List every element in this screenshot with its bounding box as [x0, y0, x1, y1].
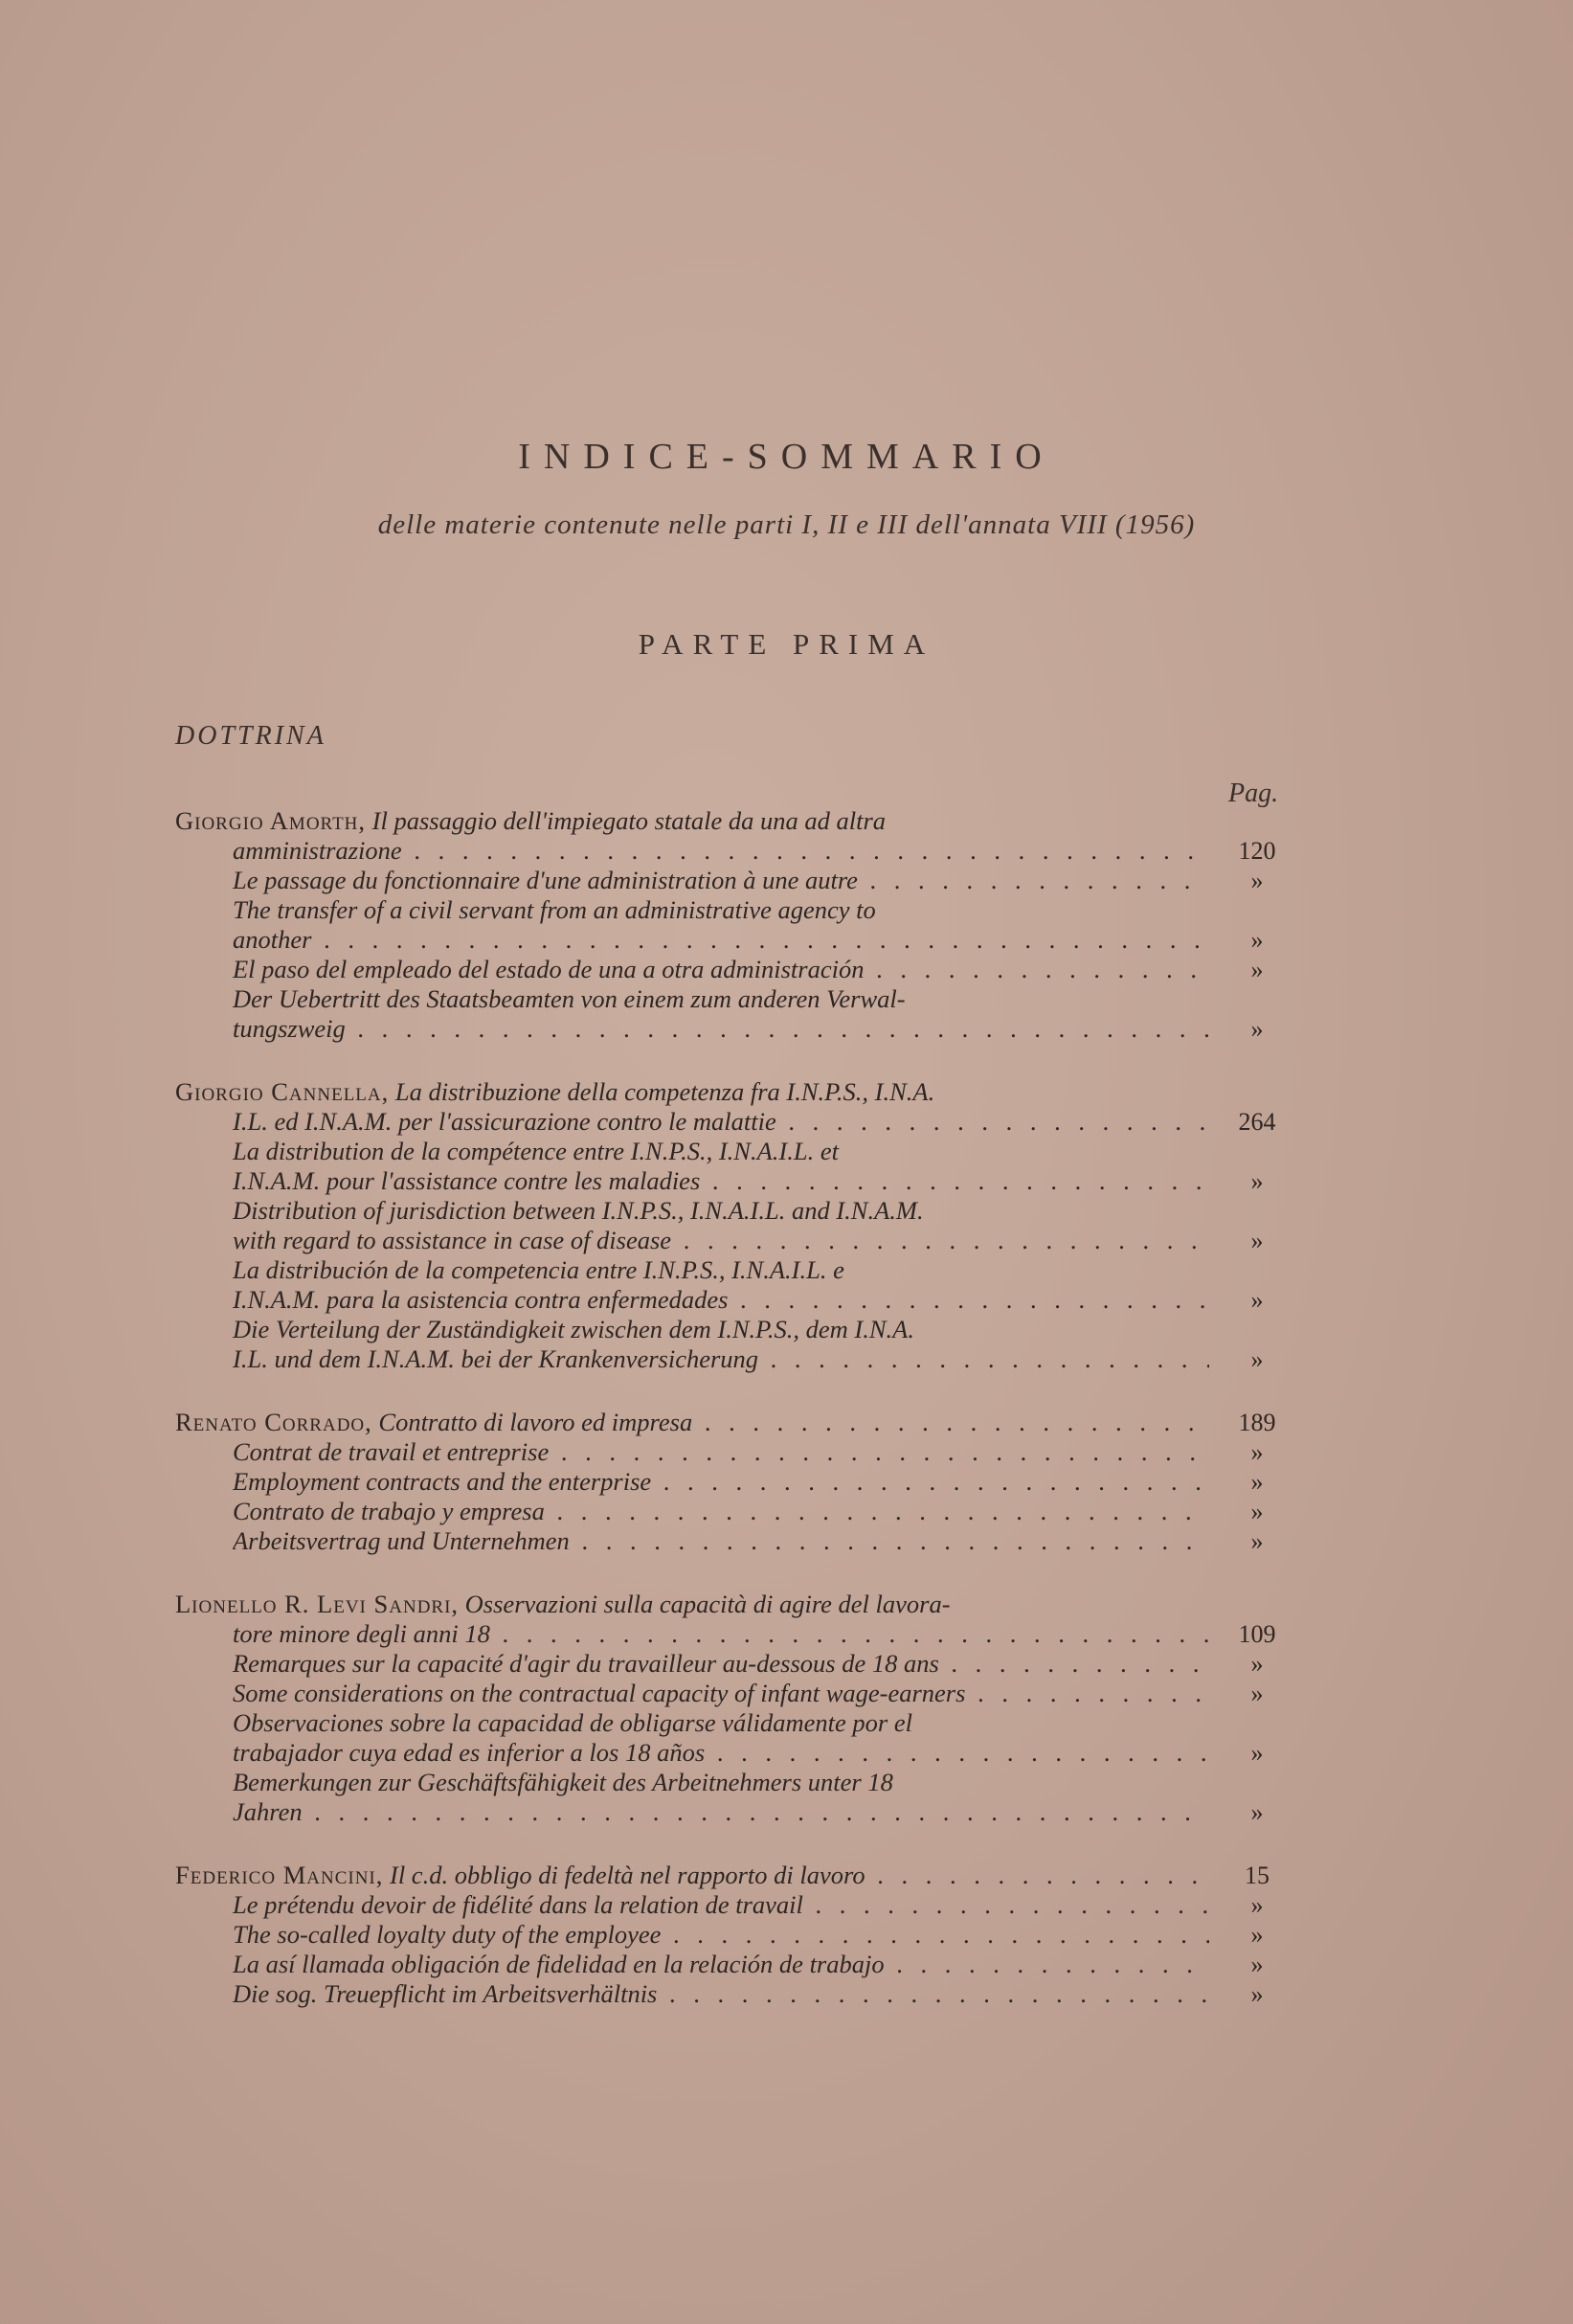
- toc-line: [0, 1255, 1573, 1285]
- title-text: another . . .: [233, 925, 1209, 955]
- author-name: Giorgio Cannella,: [175, 1077, 390, 1106]
- page-number: »: [1250, 1227, 1264, 1254]
- title-text: I.N.A.M. pour l'assistance contre les maladies . . .: [233, 1166, 1209, 1196]
- toc-line: [0, 1196, 1573, 1226]
- page-number: »: [1250, 1527, 1264, 1555]
- toc-line-text: [233, 1255, 1209, 1285]
- toc-line-text: [233, 1344, 1209, 1374]
- toc-line-text: [233, 1526, 1209, 1556]
- title-text: I.L. ed I.N.A.M. per l'assicurazione contro le malattie . . .: [233, 1107, 1209, 1137]
- toc-line-text: [233, 984, 1209, 1014]
- toc-line-text: [233, 1226, 1209, 1255]
- title-text: Distribution of jurisdiction between I.N.P.S., I.N.A.I.L. and I.N.A.M.: [233, 1196, 924, 1225]
- title-text: Contrato de trabajo y empresa . . .: [233, 1497, 1209, 1526]
- toc-line-text: [233, 1950, 1209, 1979]
- page-column-label: Pag.: [1228, 778, 1279, 808]
- toc-line-text: [233, 1285, 1209, 1315]
- page-number: 120: [1238, 837, 1276, 865]
- page-number: »: [1250, 1921, 1264, 1949]
- toc-line-text: [233, 1679, 1209, 1708]
- title-text: with regard to assistance in case of disease . . .: [233, 1226, 1209, 1255]
- title-text: Il passaggio dell'impiegato statale da una ad altra: [371, 806, 887, 835]
- page-number: »: [1250, 956, 1264, 983]
- toc-line-text: [233, 1920, 1209, 1950]
- toc-line-text: [233, 1137, 1209, 1166]
- title-text: La así llamada obligación de fidelidad en la relación de trabajo . . .: [233, 1950, 1209, 1979]
- title-text: Il c.d. obbligo di fedeltà nel rapporto di lavoro . . .: [390, 1861, 1209, 1889]
- toc-line: [0, 1861, 1573, 1890]
- title-text: amministrazione . . .: [233, 836, 1209, 866]
- toc-entry: [0, 1408, 1573, 1556]
- toc-line-text: [233, 1107, 1209, 1137]
- toc-line: [0, 1166, 1573, 1196]
- author-name: Lionello R. Levi Sandri,: [175, 1590, 460, 1618]
- toc-line-text: [233, 1979, 1209, 2009]
- title-text: Der Uebertritt des Staatsbeamten von einem zum anderen Verwal-: [233, 984, 906, 1013]
- toc-line: [0, 1920, 1573, 1950]
- toc-line-text: [175, 1861, 1209, 1890]
- title-text: Some considerations on the contractual capacity of infant wage-earners . . .: [233, 1679, 1209, 1708]
- toc-line: [0, 1077, 1573, 1107]
- page-number: »: [1250, 1650, 1264, 1678]
- title-text: Bemerkungen zur Geschäftsfähigkeit des Arbeitnehmers unter 18: [233, 1768, 893, 1796]
- title-text: Die Verteilung der Zuständigkeit zwischen dem I.N.P.S., dem I.N.A.: [233, 1315, 914, 1343]
- toc-line: [0, 895, 1573, 925]
- toc-line: [0, 1467, 1573, 1497]
- part-heading: PARTE PRIMA: [638, 627, 935, 661]
- toc-line: [0, 1285, 1573, 1315]
- toc-entry: [0, 1861, 1573, 2009]
- title-text: trabajador cuya edad es inferior a los 18 años . . .: [233, 1738, 1209, 1768]
- title-text: Le passage du fonctionnaire d'une administration à une autre . . .: [233, 866, 1209, 895]
- toc-line: [0, 1768, 1573, 1797]
- toc-line: [0, 1679, 1573, 1708]
- toc-line: [0, 1137, 1573, 1166]
- title-text: Jahren . . .: [233, 1797, 1209, 1827]
- toc-line-text: [233, 925, 1209, 955]
- title-text: Osservazioni sulla capacità di agire del lavora-: [464, 1590, 951, 1618]
- toc-line-text: [233, 1890, 1209, 1920]
- toc-line: [0, 1226, 1573, 1255]
- toc-line: [0, 1315, 1573, 1344]
- author-name: Giorgio Amorth,: [175, 806, 367, 835]
- title-text: The transfer of a civil servant from an administrative agency to: [233, 895, 876, 924]
- toc-line-text: [233, 1437, 1209, 1467]
- page-number: »: [1250, 1498, 1264, 1525]
- page-number: »: [1250, 926, 1264, 954]
- title-text: El paso del empleado del estado de una a otra administración . . .: [233, 955, 1209, 984]
- toc-line: [0, 1408, 1573, 1437]
- page-number: »: [1250, 867, 1264, 894]
- toc-line-text: [175, 1590, 1209, 1619]
- toc-line: [0, 1437, 1573, 1467]
- toc-line-text: [233, 1738, 1209, 1768]
- toc-line: [0, 836, 1573, 866]
- page-number: 15: [1245, 1861, 1270, 1889]
- page-number: »: [1250, 1015, 1264, 1043]
- page-subtitle: delle materie contenute nelle parti I, II e III dell'annata VIII (1956): [377, 509, 1196, 540]
- section-heading: DOTTRINA: [175, 721, 326, 751]
- page-number: »: [1250, 1286, 1264, 1314]
- toc-line-text: [233, 1467, 1209, 1497]
- toc-entries: [0, 806, 1573, 2042]
- toc-line: [0, 1738, 1573, 1768]
- title-text: Le prétendu devoir de fidélité dans la relation de travail . . .: [233, 1890, 1209, 1920]
- toc-line: [0, 1526, 1573, 1556]
- title-text: La distribución de la competencia entre I.N.P.S., I.N.A.I.L. e: [233, 1255, 844, 1284]
- page-number: »: [1250, 1980, 1264, 2008]
- toc-line-text: [233, 1196, 1209, 1226]
- page-number: »: [1250, 1951, 1264, 1978]
- toc-line-text: [233, 866, 1209, 895]
- toc-line-text: [233, 1619, 1209, 1649]
- toc-line: [0, 1797, 1573, 1827]
- title-text: Contrat de travail et entreprise . . .: [233, 1437, 1209, 1467]
- toc-line-text: [233, 895, 1209, 925]
- author-name: Renato Corrado,: [175, 1408, 372, 1436]
- toc-line-text: [175, 806, 1209, 836]
- toc-line: [0, 866, 1573, 895]
- toc-entry: [0, 806, 1573, 1044]
- toc-line-text: [233, 1708, 1209, 1738]
- toc-line: [0, 1590, 1573, 1619]
- title-text: La distribution de la compétence entre I.N.P.S., I.N.A.I.L. et: [233, 1137, 839, 1165]
- toc-line: [0, 925, 1573, 955]
- toc-line-text: [175, 1077, 1209, 1107]
- toc-line: [0, 1649, 1573, 1679]
- title-text: Arbeitsvertrag und Unternehmen . . .: [233, 1526, 1209, 1556]
- toc-line-text: [175, 1408, 1209, 1437]
- toc-line: [0, 1950, 1573, 1979]
- toc-line-text: [233, 1014, 1209, 1044]
- toc-line-text: [233, 1315, 1209, 1344]
- title-text: tore minore degli anni 18 . . .: [233, 1619, 1209, 1649]
- page-number: »: [1250, 1345, 1264, 1373]
- page-number: 109: [1238, 1620, 1276, 1648]
- title-text: The so-called loyalty duty of the employee . . .: [233, 1920, 1209, 1950]
- page-number: »: [1250, 1680, 1264, 1707]
- title-text: I.L. und dem I.N.A.M. bei der Krankenversicherung . . .: [233, 1344, 1209, 1374]
- toc-line-text: [233, 836, 1209, 866]
- toc-line: [0, 1619, 1573, 1649]
- title-text: La distribuzione della competenza fra I.N.P.S., I.N.A.: [394, 1077, 935, 1106]
- title-text: Employment contracts and the enterprise . . .: [233, 1467, 1209, 1497]
- toc-line: [0, 984, 1573, 1014]
- toc-entry: [0, 1590, 1573, 1827]
- toc-line-text: [233, 1649, 1209, 1679]
- title-text: Observaciones sobre la capacidad de obligarse válidamente por el: [233, 1708, 912, 1737]
- page-number: »: [1250, 1468, 1264, 1496]
- toc-line: [0, 1497, 1573, 1526]
- page-number: »: [1250, 1167, 1264, 1195]
- toc-line-text: [233, 955, 1209, 984]
- toc-line-text: [233, 1797, 1209, 1827]
- title-text: tungszweig . . .: [233, 1014, 1209, 1044]
- toc-line: [0, 1708, 1573, 1738]
- toc-line-text: [233, 1768, 1209, 1797]
- page-number: »: [1250, 1798, 1264, 1826]
- title-text: Remarques sur la capacité d'agir du travailleur au-dessous de 18 ans . . .: [233, 1649, 1209, 1679]
- title-text: Contratto di lavoro ed impresa . . .: [378, 1408, 1209, 1436]
- page-number: »: [1250, 1891, 1264, 1919]
- toc-line: [0, 1979, 1573, 2009]
- toc-line-text: [233, 1497, 1209, 1526]
- toc-line: [0, 1107, 1573, 1137]
- title-text: I.N.A.M. para la asistencia contra enfermedades . . .: [233, 1285, 1209, 1315]
- toc-line: [0, 955, 1573, 984]
- page-number: 264: [1238, 1108, 1276, 1136]
- title-text: Die sog. Treuepflicht im Arbeitsverhältnis . . .: [233, 1979, 1209, 2009]
- toc-line-text: [233, 1166, 1209, 1196]
- toc-line: [0, 1344, 1573, 1374]
- page-number: 189: [1238, 1409, 1276, 1436]
- toc-line: [0, 1890, 1573, 1920]
- author-name: Federico Mancini,: [175, 1861, 384, 1889]
- page-number: »: [1250, 1739, 1264, 1767]
- page-number: »: [1250, 1438, 1264, 1466]
- toc-line: [0, 1014, 1573, 1044]
- toc-entry: [0, 1077, 1573, 1374]
- page-title: INDICE-SOMMARIO: [518, 437, 1055, 477]
- toc-line: [0, 806, 1573, 836]
